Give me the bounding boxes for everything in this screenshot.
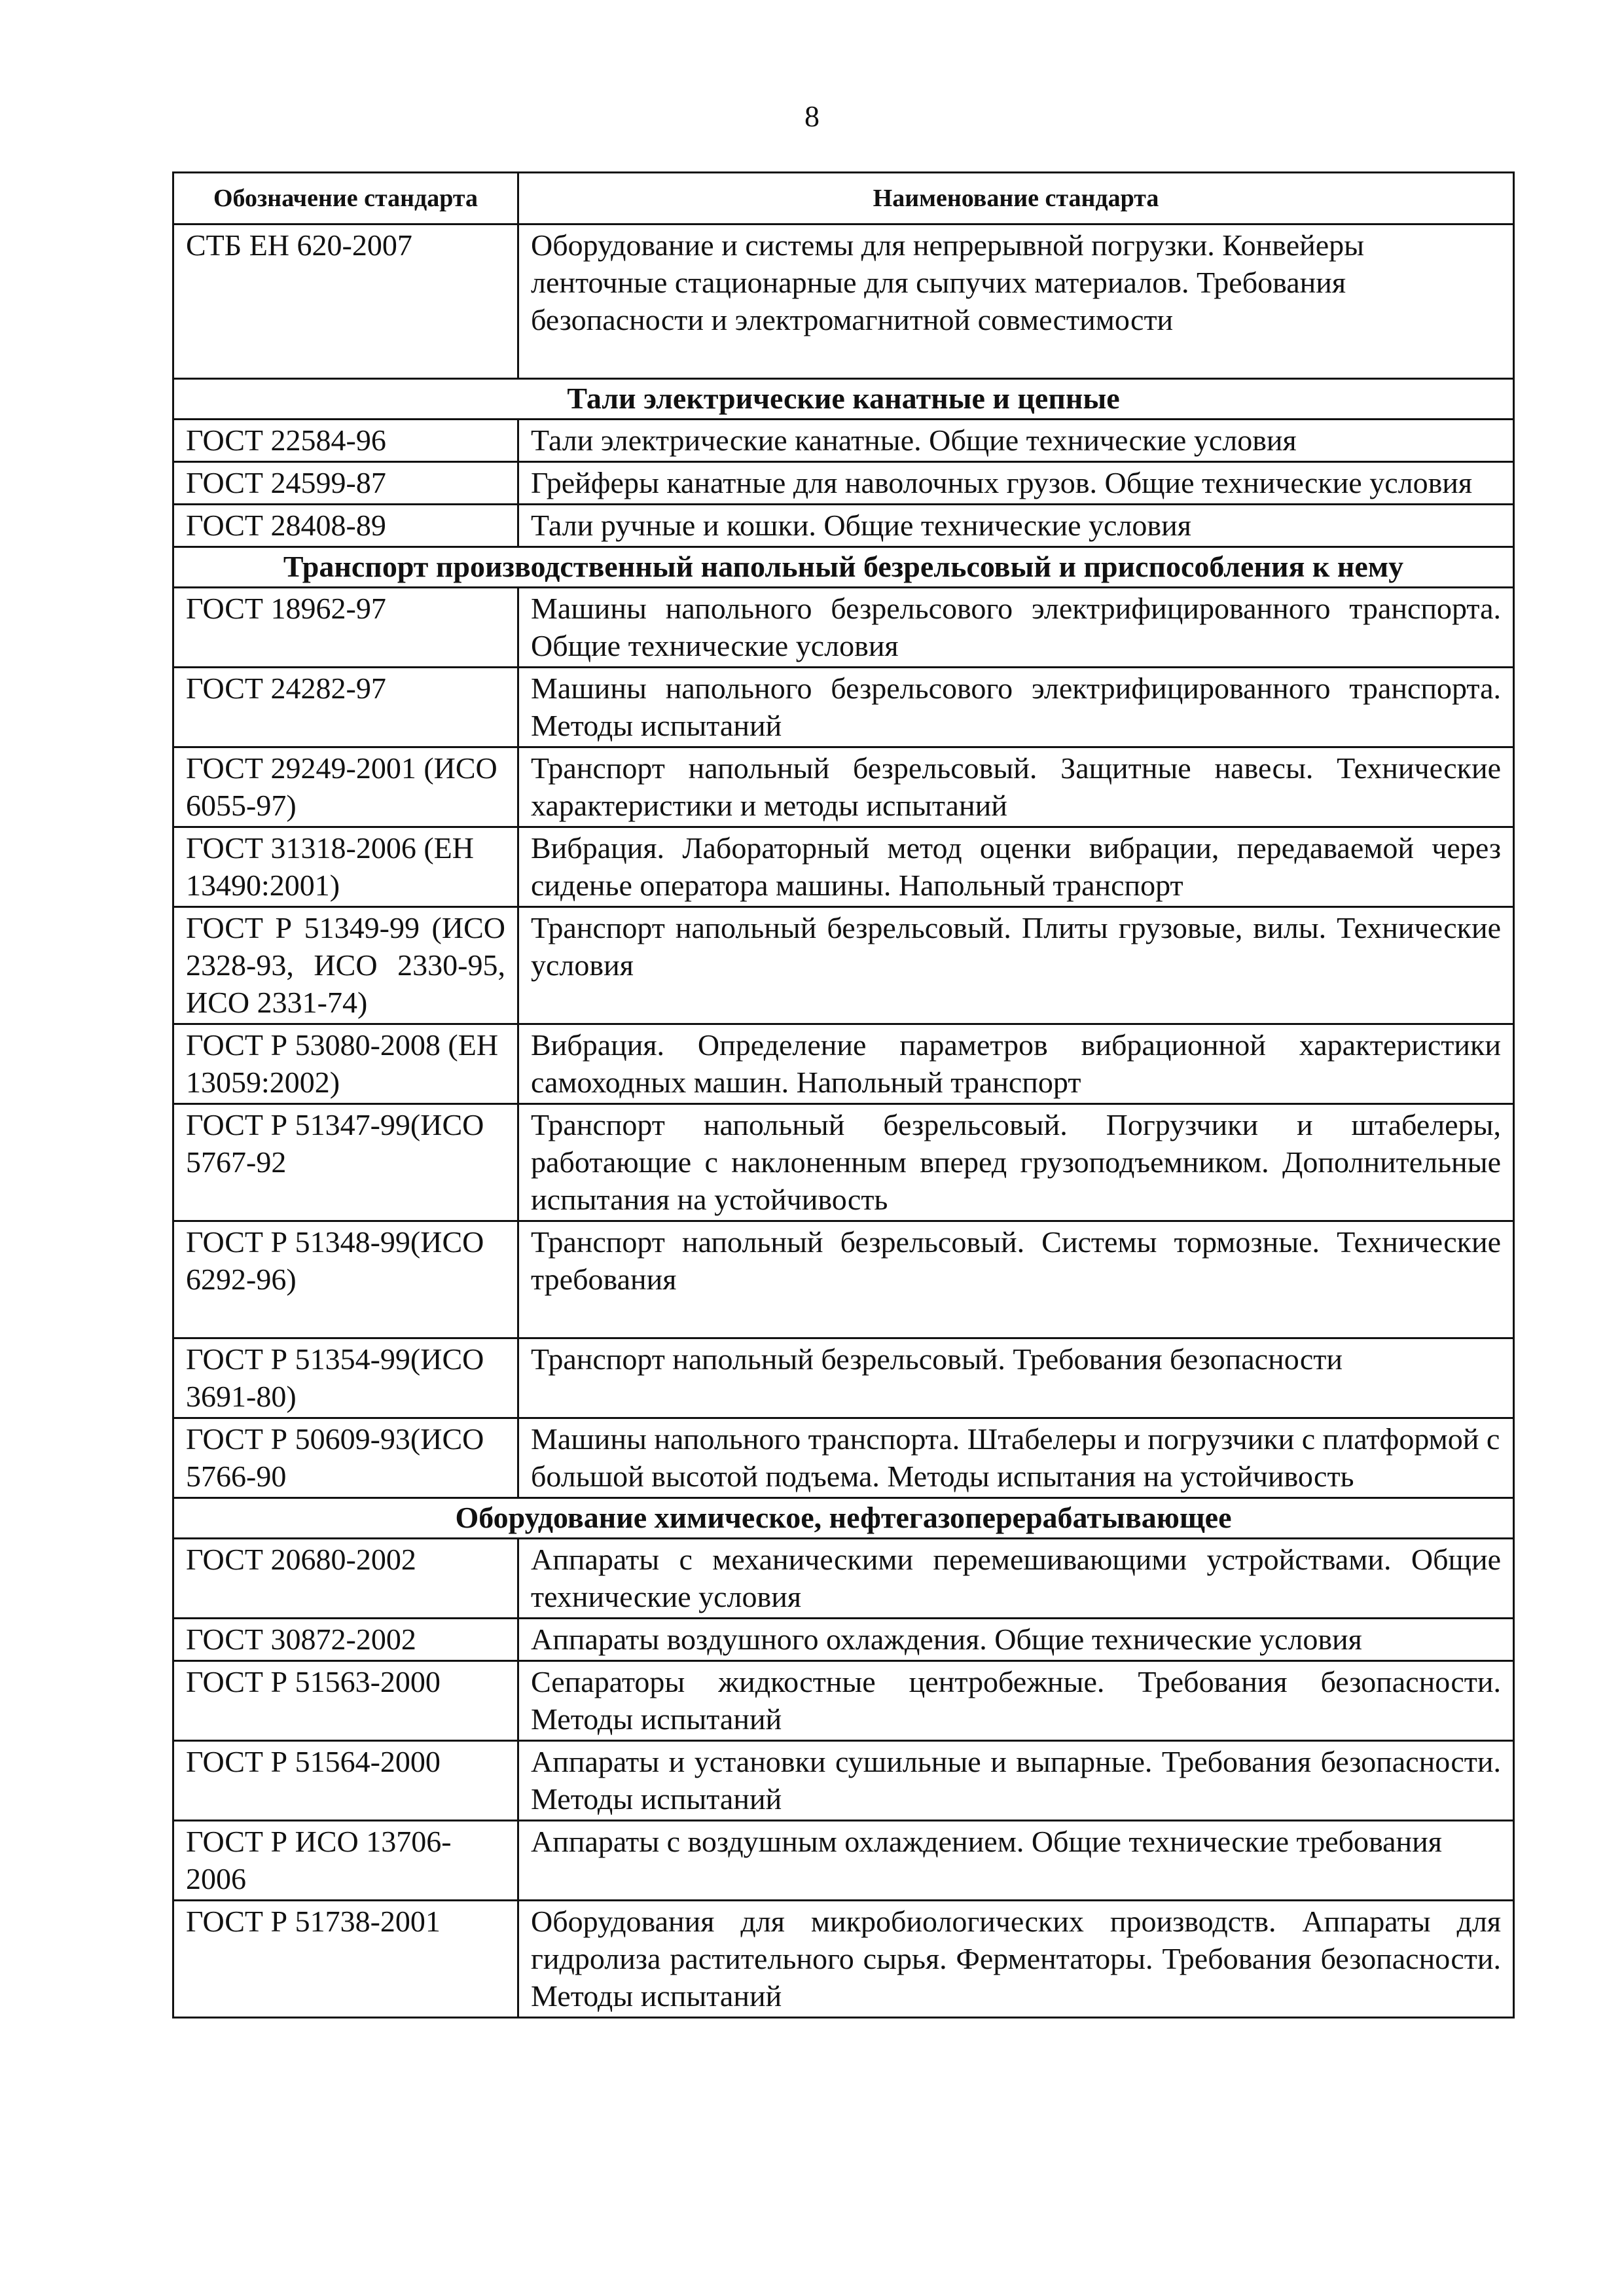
standard-code: ГОСТ 31318-2006 (ЕН 13490:2001)	[173, 827, 518, 907]
section-row	[173, 379, 1514, 420]
standard-name: Тали ручные и кошки. Общие технические условия	[518, 505, 1514, 547]
standard-code: ГОСТ 20680-2002	[173, 1539, 518, 1619]
header-name: Наименование стандарта	[518, 173, 1514, 224]
standard-code: ГОСТ Р 51347-99(ИСО 5767-92	[173, 1104, 518, 1221]
table-row	[173, 1418, 1514, 1498]
standard-name: Аппараты с воздушным охлаждением. Общие технические требования	[518, 1821, 1514, 1901]
section-title: Оборудование химическое, нефтегазоперерабатывающее	[173, 1498, 1514, 1539]
table-row	[173, 1539, 1514, 1619]
table-row	[173, 462, 1514, 505]
table-row	[173, 907, 1514, 1024]
table-row	[173, 224, 1514, 379]
standard-code: ГОСТ 29249-2001 (ИСО 6055-97)	[173, 747, 518, 827]
standard-code: ГОСТ 30872-2002	[173, 1619, 518, 1661]
standard-name: Аппараты воздушного охлаждения. Общие технические условия	[518, 1619, 1514, 1661]
standard-code: ГОСТ Р 51349-99 (ИСО 2328-93, ИСО 2330-95, ИСО 2331-74)	[173, 907, 518, 1024]
table-row	[173, 420, 1514, 462]
table-row	[173, 1661, 1514, 1741]
section-title: Транспорт производственный напольный безрельсовый и приспособления к нему	[173, 547, 1514, 588]
table-row	[173, 1338, 1514, 1418]
standards-table	[172, 171, 1515, 2018]
standard-name: Транспорт напольный безрельсовый. Системы тормозные. Технические требования	[518, 1221, 1514, 1338]
standard-name: Грейферы канатные для наволочных грузов. Общие технические условия	[518, 462, 1514, 505]
standard-name: Сепараторы жидкостные центробежные. Требования безопасности. Методы испытаний	[518, 1661, 1514, 1741]
standard-code: ГОСТ Р 51563-2000	[173, 1661, 518, 1741]
standard-code: ГОСТ 24282-97	[173, 668, 518, 747]
standard-name: Оборудования для микробиологических производств. Аппараты для гидролиза растительного сырья. Ферментаторы. Требования безопасности. Методы испытаний	[518, 1901, 1514, 2018]
standard-name: Машины напольного безрельсового электрифицированного транспорта. Методы испытаний	[518, 668, 1514, 747]
table-row	[173, 1221, 1514, 1338]
standard-name: Машины напольного безрельсового электрифицированного транспорта. Общие технические условия	[518, 588, 1514, 668]
table-row	[173, 747, 1514, 827]
table-row	[173, 1024, 1514, 1104]
table-row	[173, 588, 1514, 668]
standard-name: Оборудование и системы для непрерывной погрузки. Конвейеры ленточные стационарные для сыпучих материалов. Требования безопасности и электромагнитной совместимости	[518, 224, 1514, 379]
standard-name: Транспорт напольный безрельсовый. Плиты грузовые, вилы. Технические условия	[518, 907, 1514, 1024]
table-row	[173, 1619, 1514, 1661]
standard-code: ГОСТ Р 51348-99(ИСО 6292-96)	[173, 1221, 518, 1338]
standard-code: ГОСТ Р 53080-2008 (ЕН 13059:2002)	[173, 1024, 518, 1104]
page-number: 8	[804, 99, 820, 133]
standard-code: ГОСТ Р 51354-99(ИСО 3691-80)	[173, 1338, 518, 1418]
standard-code: ГОСТ 22584-96	[173, 420, 518, 462]
standard-name: Транспорт напольный безрельсовый. Требования безопасности	[518, 1338, 1514, 1418]
standard-name: Машины напольного транспорта. Штабелеры и погрузчики с платформой с большой высотой подъема. Методы испытания на устойчивость	[518, 1418, 1514, 1498]
table-row	[173, 1741, 1514, 1821]
table-header-row	[173, 173, 1514, 224]
standard-code: ГОСТ Р 51564-2000	[173, 1741, 518, 1821]
standard-code: ГОСТ Р 50609-93(ИСО 5766-90	[173, 1418, 518, 1498]
standard-name: Аппараты с механическими перемешивающими устройствами. Общие технические условия	[518, 1539, 1514, 1619]
standard-code: ГОСТ 18962-97	[173, 588, 518, 668]
table-row	[173, 1104, 1514, 1221]
standard-name: Транспорт напольный безрельсовый. Погрузчики и штабелеры, работающие с наклоненным вперед грузоподъемником. Дополнительные испытания на устойчивость	[518, 1104, 1514, 1221]
standard-code: СТБ ЕН 620-2007	[173, 224, 518, 379]
table-row	[173, 505, 1514, 547]
standard-name: Тали электрические канатные. Общие технические условия	[518, 420, 1514, 462]
section-title: Тали электрические канатные и цепные	[173, 379, 1514, 420]
section-row	[173, 1498, 1514, 1539]
table-row	[173, 827, 1514, 907]
standard-code: ГОСТ 24599-87	[173, 462, 518, 505]
standard-code: ГОСТ Р 51738-2001	[173, 1901, 518, 2018]
table-body	[173, 224, 1514, 2018]
standard-code: ГОСТ 28408-89	[173, 505, 518, 547]
table-row	[173, 668, 1514, 747]
standard-name: Транспорт напольный безрельсовый. Защитные навесы. Технические характеристики и методы испытаний	[518, 747, 1514, 827]
section-row	[173, 547, 1514, 588]
standard-code: ГОСТ Р ИСО 13706-2006	[173, 1821, 518, 1901]
standard-name: Аппараты и установки сушильные и выпарные. Требования безопасности. Методы испытаний	[518, 1741, 1514, 1821]
standard-name: Вибрация. Определение параметров вибрационной характеристики самоходных машин. Напольный транспорт	[518, 1024, 1514, 1104]
table-row	[173, 1821, 1514, 1901]
standard-name: Вибрация. Лабораторный метод оценки вибрации, передаваемой через сиденье оператора машины. Напольный транспорт	[518, 827, 1514, 907]
header-code: Обозначение стандарта	[173, 173, 518, 224]
table-row	[173, 1901, 1514, 2018]
